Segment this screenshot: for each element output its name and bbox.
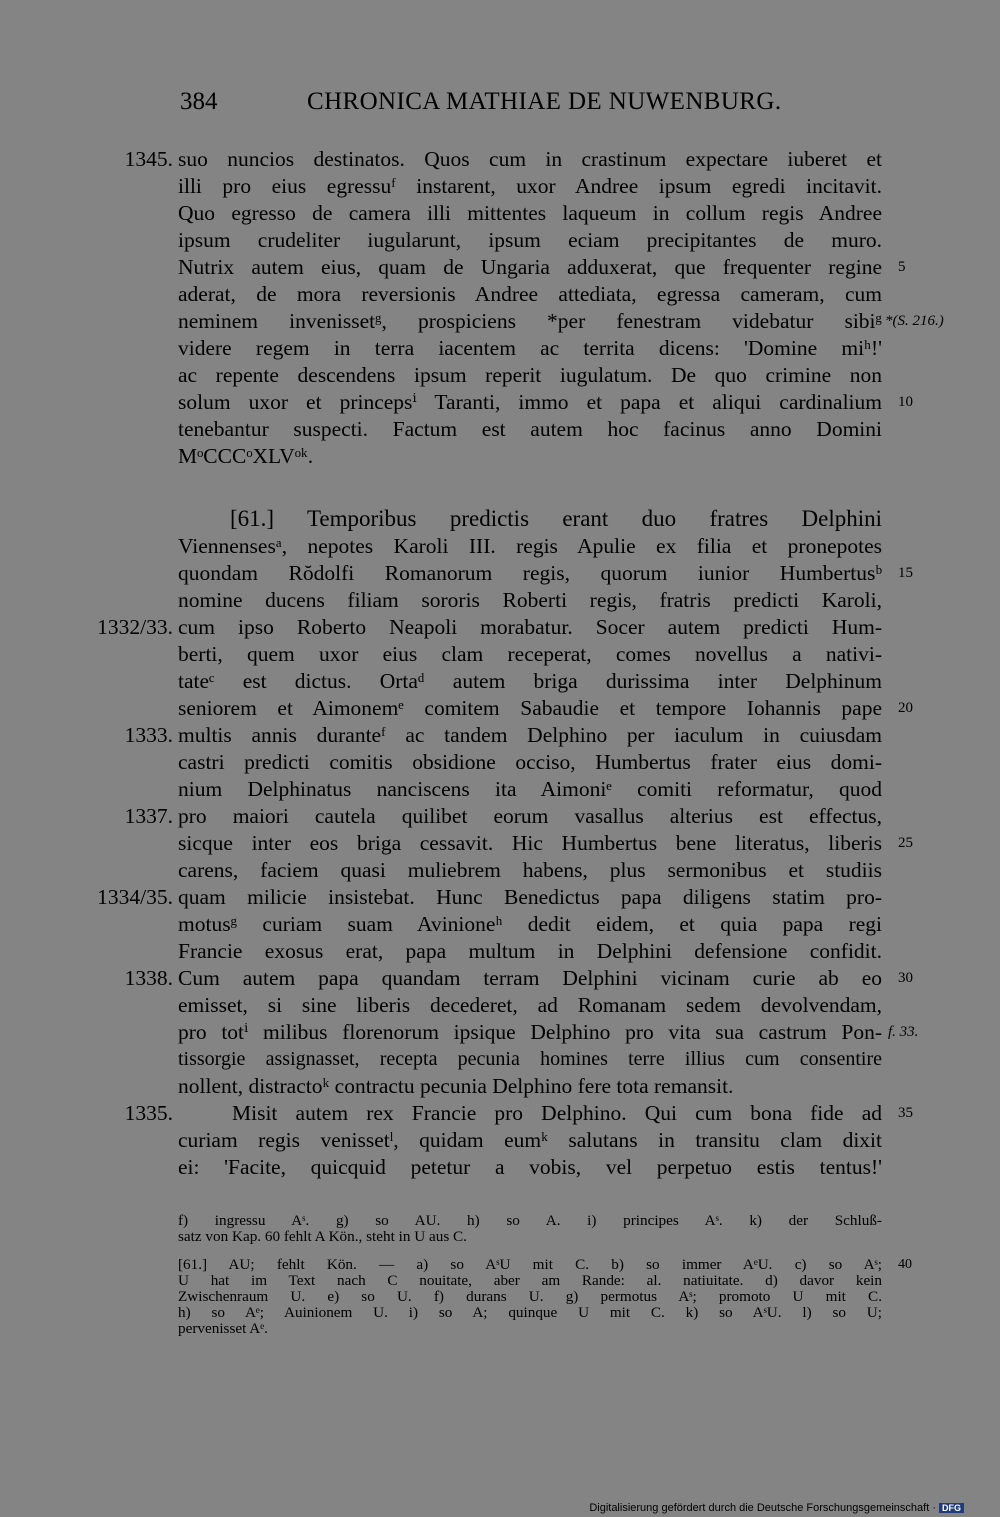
- text-line: carens, faciem quasi muliebrem habens, plus sermonibus et studiis: [178, 858, 882, 882]
- margin-year: 1338.: [124, 966, 173, 990]
- line-number: 40: [898, 1257, 912, 1272]
- text-line: nium Delphinatus nanciscens ita Aimoniᵉ comiti reformatur, quod: [178, 777, 882, 801]
- line-number: 25: [898, 835, 913, 851]
- line-number: 30: [898, 970, 913, 986]
- text-line: nomine ducens filiam sororis Roberti regis, fratris predicti Karoli,: [178, 588, 882, 612]
- text-line: pro totⁱ milibus florenorum ipsique Delphino pro vita sua castrum Pon-: [178, 1020, 882, 1044]
- footnote-line: U hat im Text nach C nouitate, aber am Rande: al. natiuitate. d) davor kein: [178, 1272, 882, 1289]
- margin-year: 1333.: [124, 723, 173, 747]
- text-line: suo nuncios destinatos. Quos cum in crastinum expectare iuberet et: [178, 147, 882, 171]
- text-line: emisset, si sine liberis decederet, ad Romanam sedem devolvendam,: [178, 993, 882, 1017]
- line-number: 15: [898, 565, 913, 581]
- line-number: 10: [898, 394, 913, 410]
- text-line: illi pro eius egressuᶠ instarent, uxor Andree ipsum egredi incitavit.: [178, 174, 882, 198]
- footnote-line: satz von Kap. 60 fehlt A Kön., steht in U aus C.: [178, 1228, 467, 1245]
- credit-text: Digitalisierung gefördert durch die Deutsche Forschungsgemeinschaft ·: [589, 1502, 936, 1514]
- text-line: multis annis duranteᶠ ac tandem Delphino per iaculum in cuiusdam: [178, 723, 882, 747]
- text-line: quondam Rŏdolfi Romanorum regis, quorum iunior Humbertusᵇ: [178, 561, 882, 585]
- text-line: tateᶜ est dictus. Ortaᵈ autem briga durissima inter Delphinum: [178, 669, 882, 693]
- text-line: tenebantur suspecti. Factum est autem hoc facinus anno Domini: [178, 417, 882, 441]
- text-line: solum uxor et princepsⁱ Taranti, immo et papa et aliqui cardinalium: [178, 390, 882, 414]
- margin-note-page-ref: *(S. 216.): [885, 313, 944, 329]
- text-line: MᵒCCCᵒXLVᵒᵏ.: [178, 444, 314, 468]
- text-line: Cum autem papa quandam terram Delphini vicinam curie ab eo: [178, 966, 882, 990]
- page-number: 384: [180, 88, 218, 115]
- chapter-opening-line: [61.] Temporibus predictis erant duo fratres Delphini: [230, 506, 882, 531]
- text-line: motusᵍ curiam suam Avinioneʰ dedit eidem, et quia papa regi: [178, 912, 882, 936]
- text-line: tissorgie assignasset, recepta pecunia homines terre illius cum consentire: [178, 1048, 882, 1070]
- footnote-line: pervenisset Aᵉ.: [178, 1320, 268, 1337]
- digitization-credit: [589, 1502, 964, 1514]
- text-line: curiam regis venissetˡ, quidam eumᵏ salutans in transitu clam dixit: [178, 1128, 882, 1152]
- text-line: Francie exosus erat, papa multum in Delphini defensione confidit.: [178, 939, 882, 963]
- text-line: ipsum crudeliter iugularunt, ipsum eciam precipitantes de muro.: [178, 228, 882, 252]
- margin-note-folio-ref: f. 33.: [888, 1024, 919, 1040]
- line-number: 20: [898, 700, 913, 716]
- margin-year: 1334/35.: [97, 885, 173, 909]
- text-line: seniorem et Aimonemᵉ comitem Sabaudie et tempore Iohannis pape: [178, 696, 882, 720]
- running-title: CHRONICA MATHIAE DE NUWENBURG.: [307, 88, 782, 115]
- text-line: cum ipso Roberto Neapoli morabatur. Socer autem predicti Hum-: [178, 615, 882, 639]
- text-line: ac repente descendens ipsum reperit iugulatum. De quo crimine non: [178, 363, 882, 387]
- footnote-line: h) so Aᵉ; Auinionem U. i) so A; quinque U mit C. k) so AˢU. l) so U;: [178, 1304, 882, 1321]
- margin-year: 1332/33.: [97, 615, 173, 639]
- text-line: nollent, distractoᵏ contractu pecunia Delphino fere tota remansit.: [178, 1074, 734, 1098]
- text-line: castri predicti comitis obsidione occiso, Humbertus frater eius domi-: [178, 750, 882, 774]
- text-line: neminem invenissetᵍ, prospiciens *per fenestram videbatur sibiᵍ: [178, 309, 882, 333]
- text-line: Quo egresso de camera illi mittentes laqueum in collum regis Andree: [178, 201, 882, 225]
- dfg-logo: DFG: [939, 1503, 964, 1513]
- margin-year: 1345.: [124, 147, 173, 171]
- text-line: sicque inter eos briga cessavit. Hic Humbertus bene literatus, liberis: [178, 831, 882, 855]
- text-line: pro maiori cautela quilibet eorum vasallus alterius est effectus,: [178, 804, 882, 828]
- footnote-line: [61.] AU; fehlt Kön. — a) so AˢU mit C. b) so immer AᵉU. c) so Aˢ;: [178, 1256, 882, 1273]
- text-line: berti, quem uxor eius clam receperat, comes novellus a nativi-: [178, 642, 882, 666]
- text-line: Viennensesᵃ, nepotes Karoli III. regis Apulie ex filia et pronepotes: [178, 534, 882, 558]
- text-line: Misit autem rex Francie pro Delphino. Qui cum bona fide ad: [232, 1101, 882, 1125]
- text-line: videre regem in terra iacentem ac territa dicens: 'Domine miʰ!': [178, 336, 882, 360]
- margin-year: 1337.: [124, 804, 173, 828]
- line-number: 5: [898, 259, 906, 275]
- text-line: Nutrix autem eius, quam de Ungaria adduxerat, que frequenter regine: [178, 255, 882, 279]
- line-number: 35: [898, 1105, 913, 1121]
- footnote-line: f) ingressu Aˢ. g) so AU. h) so A. i) principes Aˢ. k) der Schluß-: [178, 1212, 882, 1229]
- footnote-line: Zwischenraum U. e) so U. f) durans U. g) permotus Aˢ; promoto U mit C.: [178, 1288, 882, 1305]
- text-line: aderat, de mora reversionis Andree attediata, egressa cameram, cum: [178, 282, 882, 306]
- text-line: ei: 'Facite, quicquid petetur a vobis, vel perpetuo estis tentus!': [178, 1155, 882, 1179]
- margin-year: 1335.: [124, 1101, 173, 1125]
- text-line: quam milicie insistebat. Hunc Benedictus papa diligens statim pro-: [178, 885, 882, 909]
